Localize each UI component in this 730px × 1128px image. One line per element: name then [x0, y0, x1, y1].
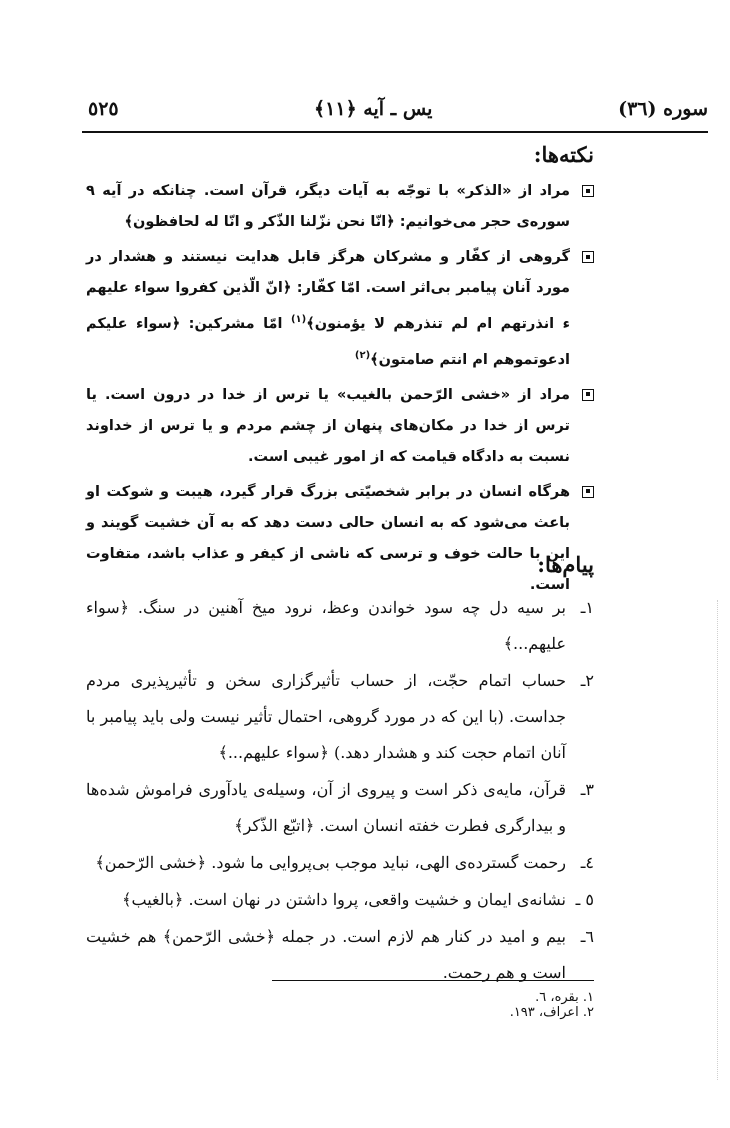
- message-text: رحمت گسترده‌ی الهی، نباید موجب بی‌پروایی ما شود. ﴿خشی الرّحمن﴾: [95, 853, 566, 872]
- note-item: [86, 242, 594, 376]
- footnote-item: ٢. اعراف، ١٩٣.: [509, 1005, 594, 1020]
- running-header: [82, 98, 708, 126]
- footnotes: [300, 990, 594, 1020]
- page-number: ٥٢٥: [88, 98, 119, 120]
- messages-list: [86, 590, 594, 992]
- message-number: ٥ ـ: [575, 890, 594, 909]
- message-item: [86, 590, 594, 662]
- message-item: [86, 772, 594, 844]
- footnote-item: ١. بقره، ٦.: [535, 990, 594, 1005]
- message-number: ٢ـ: [580, 671, 594, 690]
- note-item: [86, 176, 594, 238]
- notes-heading: نکته‌ها:: [533, 142, 594, 167]
- footnote-divider: [272, 980, 594, 981]
- notes-list: [86, 176, 594, 605]
- message-text: نشانه‌ی ایمان و خشیت واقعی، پروا داشتن در نهان است. ﴿بالغیب﴾: [122, 890, 566, 909]
- message-item: [86, 663, 594, 771]
- message-number: ١ـ: [580, 598, 594, 617]
- footnote-marker[interactable]: (١): [290, 314, 307, 325]
- messages-heading: پیام‌ها:: [537, 552, 594, 577]
- message-item: [86, 845, 594, 881]
- message-text: بیم و امید در کنار هم لازم است. در جمله ﴿خشی الرّحمن﴾ هم خشیت است و هم رحمت.: [86, 927, 566, 982]
- square-bullet-icon: [582, 486, 594, 498]
- message-item: [86, 882, 594, 918]
- note-item: [86, 380, 594, 473]
- note-text: مراد از «خشی الرّحمن بالغیب» یا ترس از خدا در درون است. یا ترس از خدا در مکان‌های پنهان از چشم مردم و یا ترس از خداوند نسبت به دادگاه قیامت که از امور غیبی است.: [86, 386, 570, 465]
- square-bullet-icon: [582, 185, 594, 197]
- note-text: مراد از «الذکر» با توجّه به آیات دیگر، قرآن است. چنانکه در آیه ۹ سوره‌ی حجر می‌خوانیم: ﴿انّا نحن نزّلنا الذّکر و انّا له لحافظون﴾: [86, 183, 570, 230]
- message-text: قرآن، مایه‌ی ذکر است و پیروی از آن، وسیله‌ی یادآوری فراموش شده‌ها و بیدارگری فطرت خفته انسان است. ﴿اتبّع الذّکر﴾: [86, 780, 566, 835]
- footnote-marker[interactable]: (٢): [354, 349, 371, 361]
- note-item: [86, 477, 594, 601]
- ayah-reference: یس ـ آیه ﴿١١﴾: [314, 98, 433, 120]
- note-text-continued: امّا مشرکین: ﴿سواء علیکم ادعوتموهم ام انتم صامتون﴾: [86, 315, 570, 368]
- message-text: بر سیه دل چه سود خواندن وعظ، نرود میخ آهنین در سنگ. ﴿سواء علیهم...﴾: [86, 598, 566, 653]
- note-text: گروهی از کفّار و مشرکان هرگز قابل هدایت نیستند و هشدار در مورد آنان پیامبر بی‌اثر است. امّا کفّار: ﴿انّ الّذین کفروا سواء علیهم ء انذرتهم ام لم تنذرهم لا یؤمنون﴾: [86, 249, 571, 332]
- header-divider: [82, 131, 708, 133]
- square-bullet-icon: [582, 251, 594, 263]
- message-number: ٦ـ: [580, 927, 594, 946]
- surah-reference: سوره (٣٦): [618, 98, 708, 120]
- note-text: هرگاه انسان در برابر شخصیّتی بزرگ قرار گیرد، هیبت و شوکت او باعث می‌شود که به انسان حالی دست دهد که به آن خشیت گویند و این با حالت خوف و ترسی که ناشی از کیفر و عذاب باشد، متفاوت است.: [86, 483, 570, 593]
- square-bullet-icon: [582, 389, 594, 401]
- message-number: ٣ـ: [580, 780, 594, 799]
- message-text: حساب اتمام حجّت، از حساب تأثیرگزاری سخن و تأثیرپذیری مردم جداست. (با این که در مورد گروهی، احتمال تأثیر نیست ولی باید پیامبر با آنان اتمام حجت کند و هشدار دهد.) ﴿سواء علیهم...﴾: [86, 671, 566, 762]
- message-number: ٤ـ: [580, 853, 594, 872]
- scan-margin-artifact: [715, 600, 718, 1080]
